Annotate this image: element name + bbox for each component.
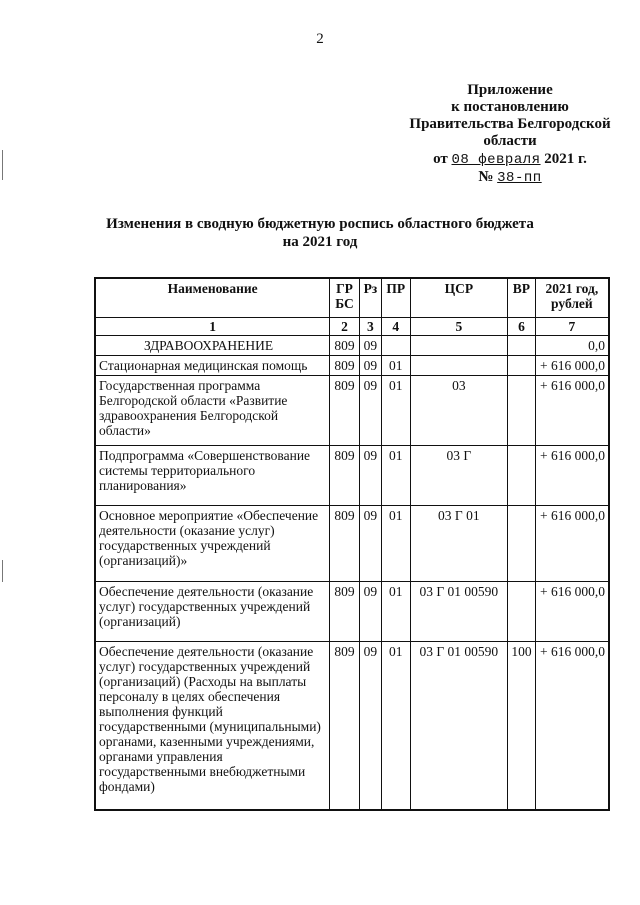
- col-number: 7: [535, 318, 609, 336]
- row-sum: + 616 000,0: [535, 356, 609, 376]
- col-number: 6: [508, 318, 536, 336]
- row-csr: [410, 356, 508, 376]
- header-vr: ВР: [508, 278, 536, 318]
- row-grbs: 809: [330, 356, 359, 376]
- header-rz: Рз: [359, 278, 381, 318]
- header-grbs: ГР БС: [330, 278, 359, 318]
- table-row: [95, 582, 609, 642]
- title-line-1: Изменения в сводную бюджетную роспись областного бюджета: [106, 216, 534, 232]
- row-pr: 01: [382, 582, 410, 642]
- row-sum: + 616 000,0: [535, 582, 609, 642]
- row-sum: + 616 000,0: [535, 376, 609, 446]
- row-pr: 01: [382, 506, 410, 582]
- row-name: Обеспечение деятельности (оказание услуг) государственных учреждений (организаций): [95, 582, 330, 642]
- table-row: [95, 376, 609, 446]
- title-line-2: на 2021 год: [282, 234, 358, 250]
- row-vr: [508, 506, 536, 582]
- row-sum: 0,0: [535, 336, 609, 356]
- row-name: Обеспечение деятельности (оказание услуг) государственных учреждений (организаций) (Расходы на выплаты персоналу в целях обеспечения выполнения функций государственными (муниципальными) органами, казенными учреждениями, органами управления государственными внебюджетными фондами): [95, 642, 330, 810]
- appendix-block: [380, 82, 640, 187]
- table-row: [95, 642, 609, 810]
- row-pr: 01: [382, 642, 410, 810]
- col-number: 2: [330, 318, 359, 336]
- row-vr: [508, 356, 536, 376]
- row-rz: 09: [359, 376, 381, 446]
- budget-table: [94, 277, 610, 811]
- row-grbs: 809: [330, 446, 359, 506]
- scan-edge-mark: [2, 560, 3, 582]
- row-rz: 09: [359, 336, 381, 356]
- row-sum: + 616 000,0: [535, 506, 609, 582]
- row-rz: 09: [359, 446, 381, 506]
- row-sum: + 616 000,0: [535, 446, 609, 506]
- row-pr: [382, 336, 410, 356]
- header-csr: ЦСР: [410, 278, 508, 318]
- header-name: Наименование: [95, 278, 330, 318]
- table-row: [95, 446, 609, 506]
- header-pr: ПР: [382, 278, 410, 318]
- row-name: Подпрограмма «Совершенствование системы территориального планирования»: [95, 446, 330, 506]
- table-row: [95, 506, 609, 582]
- row-csr: 03 Г 01 00590: [410, 642, 508, 810]
- appendix-date: [380, 151, 640, 169]
- row-vr: 100: [508, 642, 536, 810]
- row-pr: 01: [382, 446, 410, 506]
- row-vr: [508, 376, 536, 446]
- header-sum: 2021 год, рублей: [535, 278, 609, 318]
- date-value: 08 февраля: [451, 152, 541, 168]
- document-title: [0, 215, 640, 251]
- row-name: Государственная программа Белгородской области «Развитие здравоохранения Белгородской области»: [95, 376, 330, 446]
- scan-edge-mark: [2, 150, 3, 180]
- row-vr: [508, 582, 536, 642]
- appendix-title: Приложение: [467, 82, 553, 98]
- appendix-line-4: области: [483, 133, 537, 149]
- col-number: 5: [410, 318, 508, 336]
- row-csr: [410, 336, 508, 356]
- row-pr: 01: [382, 376, 410, 446]
- row-rz: 09: [359, 506, 381, 582]
- number-prefix: №: [478, 169, 494, 185]
- header-row: [95, 278, 609, 318]
- table-row: [95, 356, 609, 376]
- row-pr: 01: [382, 356, 410, 376]
- col-number: 3: [359, 318, 381, 336]
- table-row: [95, 336, 609, 356]
- row-name: Стационарная медицинская помощь: [95, 356, 330, 376]
- column-number-row: [95, 318, 609, 336]
- row-grbs: 809: [330, 506, 359, 582]
- row-rz: 09: [359, 582, 381, 642]
- row-vr: [508, 336, 536, 356]
- appendix-line-2: к постановлению: [451, 99, 569, 115]
- row-csr: 03 Г 01 00590: [410, 582, 508, 642]
- row-rz: 09: [359, 356, 381, 376]
- row-csr: 03 Г: [410, 446, 508, 506]
- row-grbs: 809: [330, 642, 359, 810]
- row-grbs: 809: [330, 582, 359, 642]
- row-csr: 03 Г 01: [410, 506, 508, 582]
- row-grbs: 809: [330, 336, 359, 356]
- row-sum: + 616 000,0: [535, 642, 609, 810]
- row-name: ЗДРАВООХРАНЕНИЕ: [95, 336, 330, 356]
- appendix-number: [380, 169, 640, 187]
- number-value: 38-пп: [497, 170, 542, 186]
- page-number: 2: [316, 31, 324, 47]
- appendix-line-3: Правительства Белгородской: [409, 116, 611, 132]
- row-name: Основное мероприятие «Обеспечение деятельности (оказание услуг) государственных учреждений (организаций)»: [95, 506, 330, 582]
- row-rz: 09: [359, 642, 381, 810]
- col-number: 4: [382, 318, 410, 336]
- date-year: 2021 г.: [544, 151, 587, 167]
- col-number: 1: [95, 318, 330, 336]
- row-vr: [508, 446, 536, 506]
- date-prefix: от: [433, 151, 448, 167]
- row-grbs: 809: [330, 376, 359, 446]
- row-csr: 03: [410, 376, 508, 446]
